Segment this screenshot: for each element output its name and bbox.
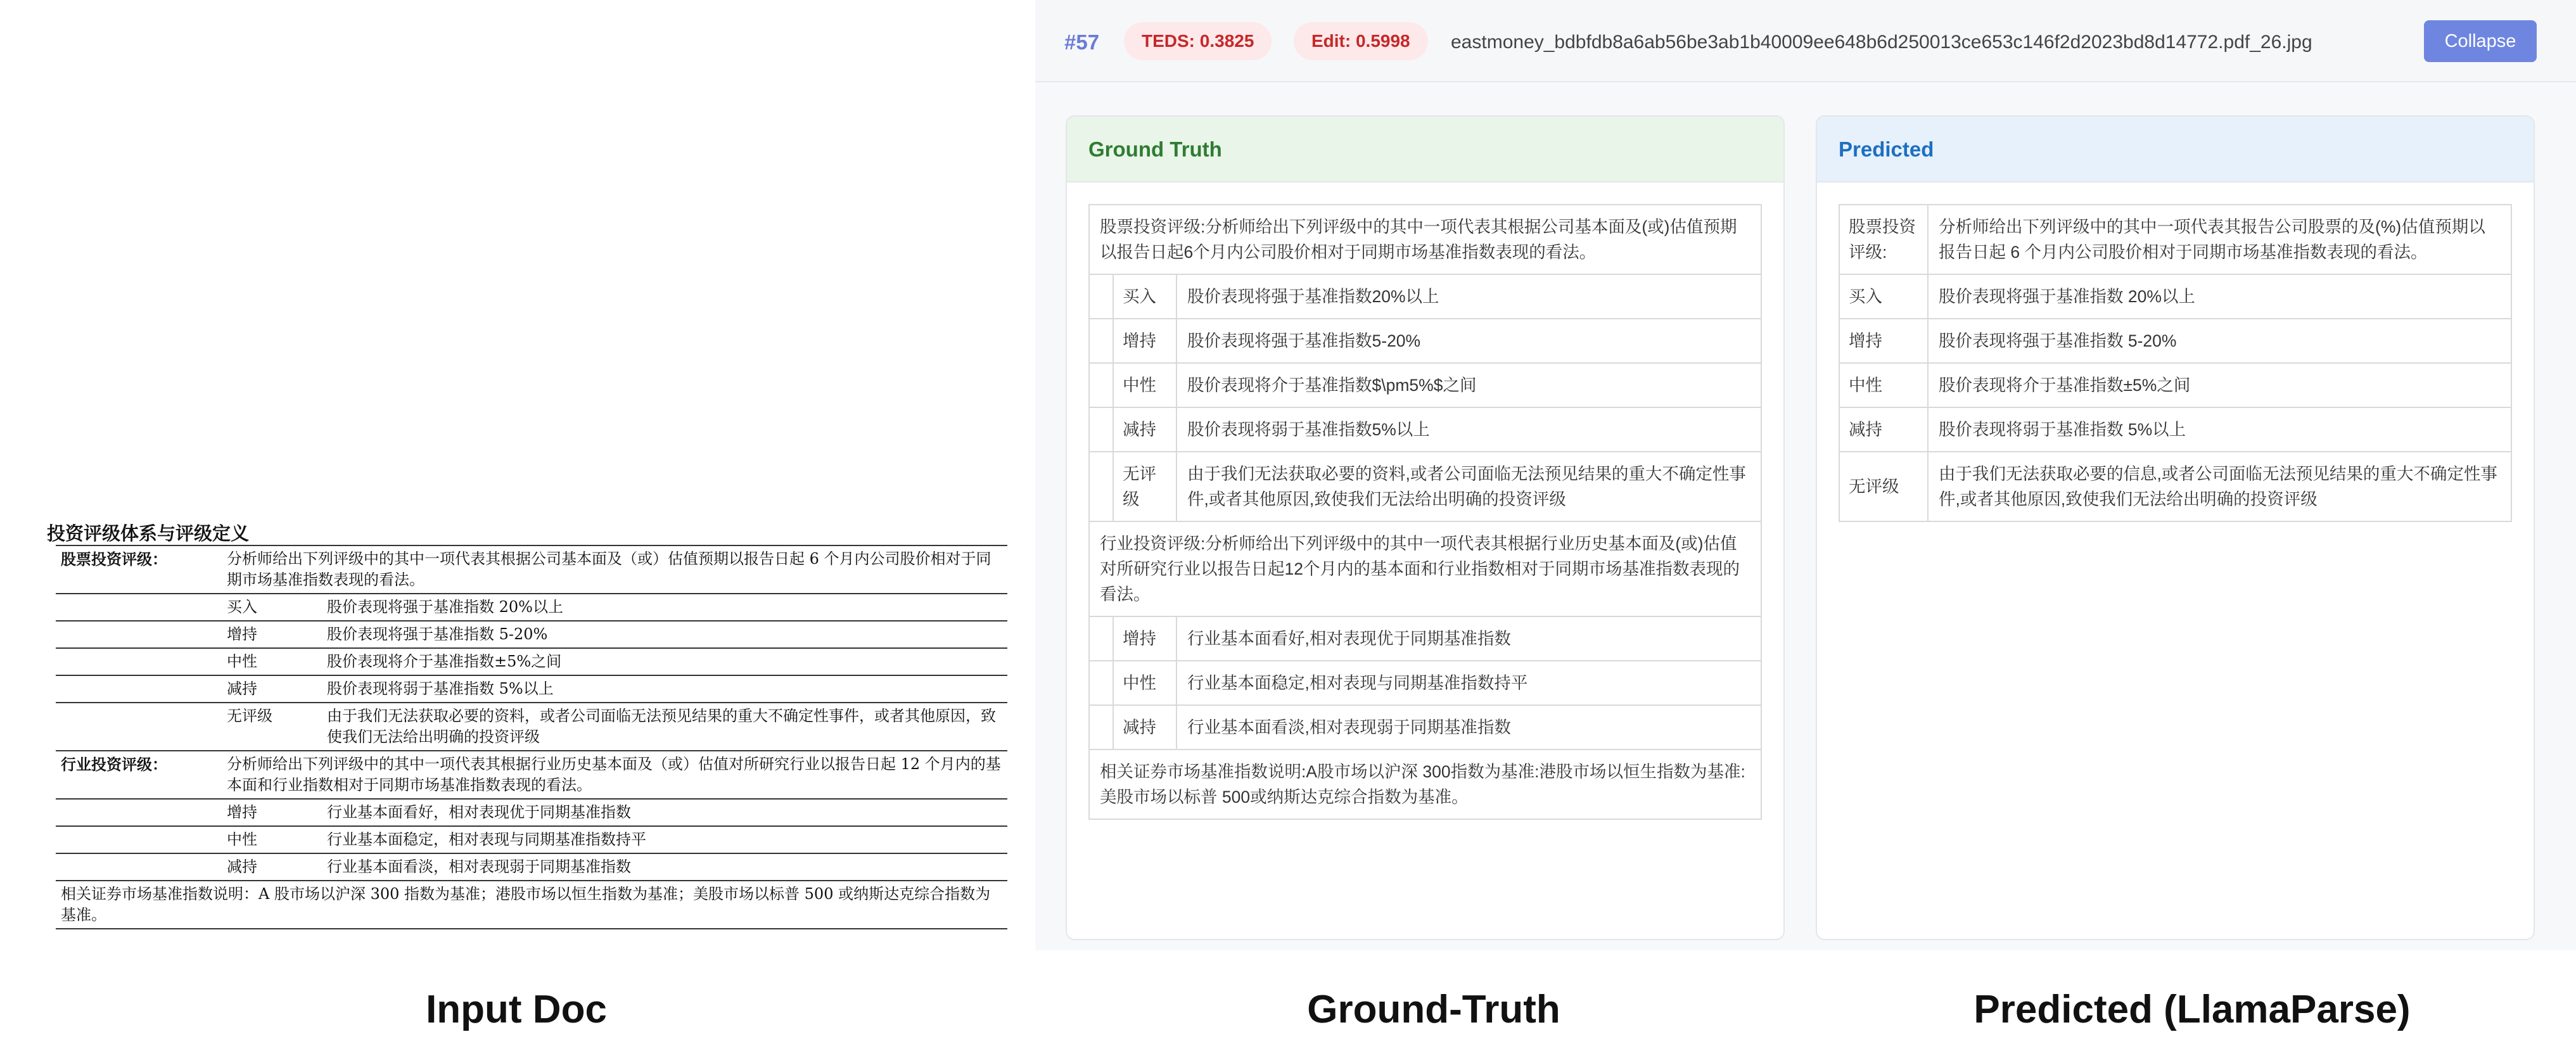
viewer-header-bar xyxy=(1035,0,2576,82)
ground-truth-caption: Ground-Truth xyxy=(1307,988,1560,1031)
rating-text: 股价表现将强于基准指数 5-20% xyxy=(322,621,1007,648)
rating-text: 行业基本面看好,相对表现优于同期基准指数 xyxy=(1176,616,1761,661)
table-row xyxy=(1089,521,1761,616)
rating-label: 增持 xyxy=(222,799,322,826)
table-row xyxy=(1089,319,1761,363)
rating-text: 由于我们无法获取必要的资料，或者公司面临无法预见结果的重大不确定性事件，或者其他原因，致使我们无法给出明确的投资评级 xyxy=(322,703,1007,751)
edit-score-badge: Edit: 0.5998 xyxy=(1294,22,1428,60)
rating-text: 行业基本面稳定，相对表现与同期基准指数持平 xyxy=(322,826,1007,853)
rating-text: 股价表现将介于基准指数±5%之间 xyxy=(1928,363,2511,407)
predicted-card-body xyxy=(1817,182,2534,544)
rating-label: 中性 xyxy=(222,648,322,675)
rating-label: 买入 xyxy=(1839,274,1928,319)
table-row xyxy=(56,881,1007,929)
table-row xyxy=(1089,705,1761,749)
stock-rating-description: 股票投资评级:分析师给出下列评级中的其中一项代表其根据公司基本面及(或)估值预期以报告日起6个月内公司股价相对于同期市场基准指数表现的看法。 xyxy=(1089,205,1761,274)
rating-label: 增持 xyxy=(1113,616,1176,661)
rating-label: 增持 xyxy=(222,621,322,648)
table-row xyxy=(56,594,1007,621)
table-row xyxy=(1839,319,2511,363)
ground-truth-card-title: Ground Truth xyxy=(1067,117,1783,182)
table-row xyxy=(56,545,1007,594)
predicted-card xyxy=(1816,115,2535,940)
table-row xyxy=(1839,205,2511,274)
rating-label: 中性 xyxy=(222,826,322,853)
rating-label: 无评级 xyxy=(1839,452,1928,521)
table-row xyxy=(56,853,1007,881)
rating-label: 减持 xyxy=(1839,407,1928,452)
table-row xyxy=(1089,274,1761,319)
rating-label: 减持 xyxy=(222,675,322,703)
rating-text: 行业基本面看好，相对表现优于同期基准指数 xyxy=(322,799,1007,826)
rating-text: 股价表现将弱于基准指数 5%以上 xyxy=(1928,407,2511,452)
rating-text: 股价表现将弱于基准指数5%以上 xyxy=(1176,407,1761,452)
table-row xyxy=(1089,363,1761,407)
stock-rating-header: 股票投资评级： xyxy=(56,545,222,594)
table-row xyxy=(56,826,1007,853)
comparison-viewer xyxy=(1035,0,2576,950)
table-row xyxy=(56,799,1007,826)
table-row xyxy=(1839,407,2511,452)
stock-rating-description: 分析师给出下列评级中的其中一项代表其报告公司股票的及(%)估值预期以报告日起 6 个月内公司股价相对于同期市场基准指数表现的看法。 xyxy=(1928,205,2511,274)
rating-text: 行业基本面看淡,相对表现弱于同期基准指数 xyxy=(1176,705,1761,749)
document-rating-table xyxy=(56,545,1007,929)
rating-label: 增持 xyxy=(1113,319,1176,363)
table-row xyxy=(1839,274,2511,319)
rating-label: 减持 xyxy=(1113,705,1176,749)
rating-label: 无评级 xyxy=(1113,452,1176,521)
benchmark-footnote: 相关证券市场基准指数说明:A股市场以沪深 300指数为基准:港股市场以恒生指数为基准:美股市场以标普 500或纳斯达克综合指数为基准。 xyxy=(1089,749,1761,819)
table-row xyxy=(1089,749,1761,819)
file-name: eastmoney_bdbfdb8a6ab56be3ab1b40009ee648b6d250013ce653c146f2d2023bd8d14772.pdf_26.jpg xyxy=(1451,32,2312,53)
rating-label: 中性 xyxy=(1113,363,1176,407)
rating-text: 股价表现将弱于基准指数 5%以上 xyxy=(322,675,1007,703)
stock-rating-description: 分析师给出下列评级中的其中一项代表其根据公司基本面及（或）估值预期以报告日起 6 个月内公司股价相对于同期市场基准指数表现的看法。 xyxy=(222,545,1007,594)
table-row xyxy=(56,648,1007,675)
document-title: 投资评级体系与评级定义 xyxy=(47,523,250,544)
table-row xyxy=(1089,661,1761,705)
stock-rating-header: 股票投资评级: xyxy=(1839,205,1928,274)
table-row xyxy=(56,621,1007,648)
table-row xyxy=(1089,407,1761,452)
ground-truth-card-body xyxy=(1067,182,1783,841)
table-row xyxy=(56,675,1007,703)
input-document-panel xyxy=(0,0,1026,1039)
rating-label: 无评级 xyxy=(222,703,322,751)
table-row xyxy=(1089,616,1761,661)
rating-text: 股价表现将强于基准指数 20%以上 xyxy=(1928,274,2511,319)
rating-text: 股价表现将强于基准指数20%以上 xyxy=(1176,274,1761,319)
rating-text: 股价表现将强于基准指数 5-20% xyxy=(1928,319,2511,363)
collapse-button[interactable]: Collapse xyxy=(2424,20,2537,62)
rating-label: 买入 xyxy=(1113,274,1176,319)
table-row xyxy=(1089,205,1761,274)
rating-text: 由于我们无法获取必要的资料,或者公司面临无法预见结果的重大不确定性事件,或者其他原因,致使我们无法给出明确的投资评级 xyxy=(1176,452,1761,521)
rating-label: 中性 xyxy=(1839,363,1928,407)
predicted-table xyxy=(1839,204,2512,522)
table-row xyxy=(1839,452,2511,521)
ground-truth-table xyxy=(1088,204,1762,820)
rating-text: 行业基本面稳定,相对表现与同期基准指数持平 xyxy=(1176,661,1761,705)
rating-text: 由于我们无法获取必要的信息,或者公司面临无法预见结果的重大不确定性事件,或者其他原因,致使我们无法给出明确的投资评级 xyxy=(1928,452,2511,521)
rating-text: 行业基本面看淡，相对表现弱于同期基准指数 xyxy=(322,853,1007,881)
table-row xyxy=(1839,363,2511,407)
rating-text: 股价表现将强于基准指数5-20% xyxy=(1176,319,1761,363)
rating-label: 买入 xyxy=(222,594,322,621)
table-row xyxy=(56,703,1007,751)
predicted-card-title: Predicted xyxy=(1817,117,2534,182)
rating-text: 股价表现将介于基准指数±5%之间 xyxy=(322,648,1007,675)
predicted-caption: Predicted (LlamaParse) xyxy=(1973,988,2411,1031)
industry-rating-description: 行业投资评级:分析师给出下列评级中的其中一项代表其根据行业历史基本面及(或)估值对所研究行业以报告日起12个月内的基本面和行业指数相对于同期市场基准指数表现的看法。 xyxy=(1089,521,1761,616)
industry-rating-description: 分析师给出下列评级中的其中一项代表其根据行业历史基本面及（或）估值对所研究行业以报告日起 12 个月内的基本面和行业指数相对于同期市场基准指数表现的看法。 xyxy=(222,751,1007,799)
table-row xyxy=(1089,452,1761,521)
rating-text: 股价表现将介于基准指数$\pm5%$之间 xyxy=(1176,363,1761,407)
input-doc-caption: Input Doc xyxy=(426,988,607,1031)
table-row xyxy=(56,751,1007,799)
sample-id-link[interactable]: #57 xyxy=(1064,30,1100,54)
rating-label: 增持 xyxy=(1839,319,1928,363)
teds-score-badge: TEDS: 0.3825 xyxy=(1124,22,1272,60)
rating-label: 减持 xyxy=(222,853,322,881)
benchmark-footnote: 相关证券市场基准指数说明：A 股市场以沪深 300 指数为基准；港股市场以恒生指数为基准；美股市场以标普 500 或纳斯达克综合指数为基准。 xyxy=(56,881,1007,929)
industry-rating-header: 行业投资评级： xyxy=(56,751,222,799)
ground-truth-card xyxy=(1066,115,1785,940)
rating-label: 减持 xyxy=(1113,407,1176,452)
rating-label: 中性 xyxy=(1113,661,1176,705)
rating-text: 股价表现将强于基准指数 20%以上 xyxy=(322,594,1007,621)
